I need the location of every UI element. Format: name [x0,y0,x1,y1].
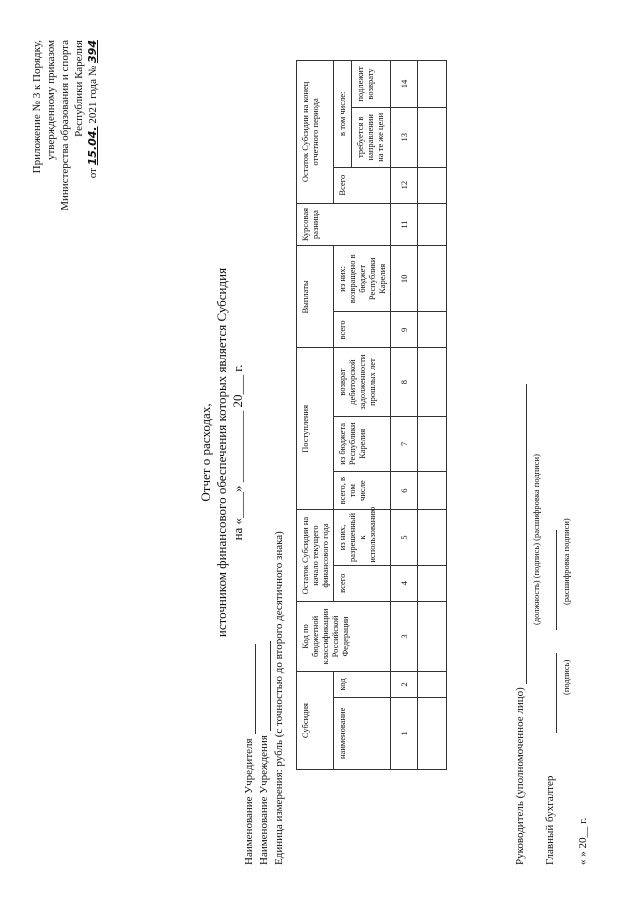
col-income-header: Поступления [297,348,334,510]
col-num: 8 [391,348,418,416]
sub-end-incl: в том числе: [334,61,352,168]
accountant-caption-sign: (подпись) [561,659,571,695]
column-number-row [391,61,418,770]
col-subsidy-header: Субсидия [297,672,334,770]
accountant-caption-name: (расшифровка подписи) [561,518,571,605]
sub-pay-returned: из них: возвращено в бюджет Республики Карелия [334,246,391,312]
col-num: 2 [391,672,418,698]
report-table [296,60,447,770]
handwritten-date: 15.04. [86,126,99,166]
empty-cell [418,167,447,203]
title-line-1: Отчет о расходах, [198,403,213,502]
col-start-header: Остаток Субсидии на начало текущего финансового года [297,510,334,602]
sub-income-return: возврат дебиторской задолженности прошлых лет [334,348,391,416]
appendix-line-1: Приложение № 3 к Порядку, [31,40,43,174]
sub-code: код [334,672,391,698]
empty-cell [418,416,447,471]
head-label: Руководитель (уполномоченное лицо) [514,687,526,865]
appendix-line-4: Республики Карелия [73,40,85,137]
empty-cell [418,348,447,416]
col-num: 12 [391,167,418,203]
signature-date: « » 20__ г. [577,817,589,865]
sub-pay-total: всего [334,312,391,348]
sub-name: наименование [334,697,391,769]
sub-start-allowed: из них, разрешенный к использованию [334,510,391,565]
agency-line [258,641,271,865]
sub-income-budget: из бюджета Республики Карелия [334,416,391,471]
col-num: 11 [391,203,418,246]
date-prefix: от [87,168,99,179]
accountant-name-underline [546,530,557,630]
col-end-header: Остаток Субсидии на конец отчетного периода [297,61,334,204]
col-num: 9 [391,312,418,348]
appendix-date-line [86,40,100,400]
empty-cell [418,601,447,671]
empty-cell [418,672,447,698]
empty-cell [418,246,447,312]
head-signature-underline [516,384,527,684]
col-num: 5 [391,510,418,565]
empty-cell [418,312,447,348]
accountant-signature-line [544,530,557,865]
col-code-header: Код по бюджетной классификации Российской Федерации [297,601,391,671]
report-title [198,0,246,905]
agency-underline [260,641,271,731]
head-caption: (должность) (подпись) (расшифровка подписи) [531,454,541,625]
sub-end-need: требуется в направлении на те же цели [351,107,390,167]
institution-label: Наименование Учредителя [243,738,255,865]
institution-line [243,644,256,865]
accountant-label: Главный бухгалтер [544,775,556,865]
sub-end-total: Всего [334,167,391,203]
header-row-1 [297,61,334,770]
col-num: 7 [391,416,418,471]
appendix-line-2: утвержденному приказом [45,40,57,161]
empty-cell [418,565,447,601]
empty-cell [418,203,447,246]
sub-income-total: всего, в том числе [334,471,391,509]
empty-cell [418,107,447,167]
unit-line [273,531,286,865]
unit-label: Единица измерения: рубль (с точностью до второго десятичного знака) [273,531,285,865]
col-pay-header: Выплаты [297,246,334,348]
col-num: 3 [391,601,418,671]
institution-underline [245,644,256,734]
sub-end-return: подлежит возврату [351,61,390,108]
empty-cell [418,697,447,769]
appendix-header [30,40,100,400]
head-signature-line [514,384,527,865]
empty-cell [418,471,447,509]
agency-label: Наименование Учреждения [258,735,270,865]
col-num: 14 [391,61,418,108]
appendix-line-3: Министерства образования и спорта [59,40,71,211]
col-num: 4 [391,565,418,601]
title-line-3: на «____» ___________ 20___ г. [230,364,245,541]
handwritten-number: 394 [86,40,99,63]
col-num: 10 [391,246,418,312]
col-num: 1 [391,697,418,769]
col-num: 13 [391,107,418,167]
empty-cell [418,510,447,565]
accountant-sign-underline [546,653,557,733]
col-rate-header: Курсовая разница [297,203,391,246]
empty-cell [418,61,447,108]
date-mid: 2021 года № [87,65,99,124]
title-line-2: источником финансового обеспечения которых является Субсидия [214,267,229,638]
empty-data-row [418,61,447,770]
sub-start-total: всего [334,565,391,601]
col-num: 6 [391,471,418,509]
